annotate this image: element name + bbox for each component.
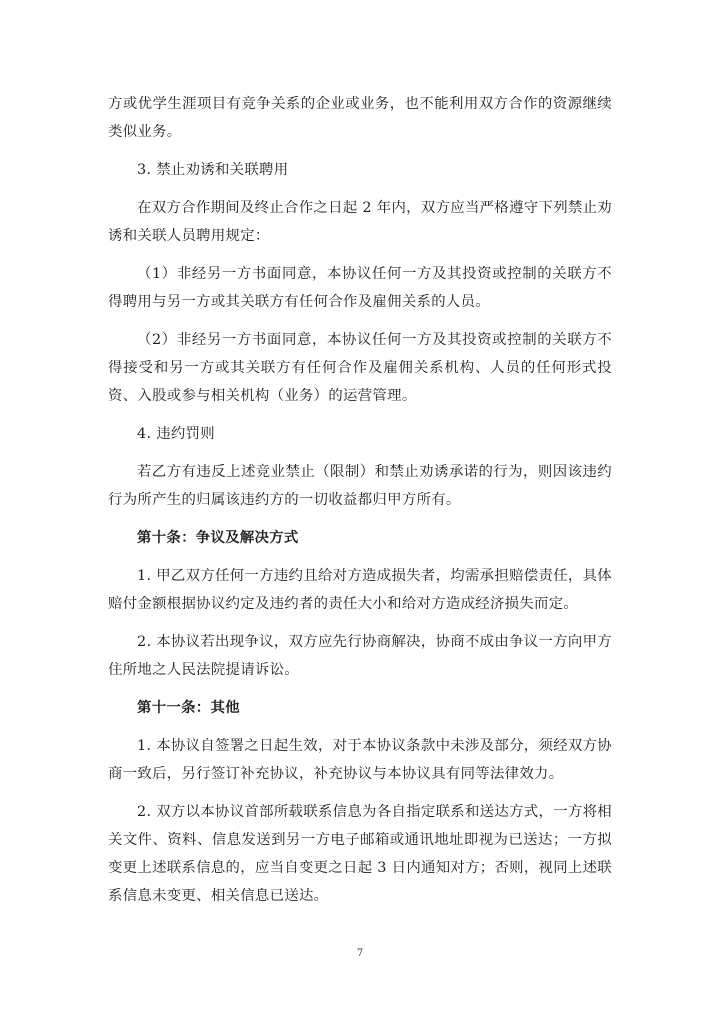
paragraph-continuation: 方或优学生涯项目有竞争关系的企业或业务，也不能利用双方合作的资源继续类似业务。 (108, 96, 612, 140)
article-10-heading: 第十条：争议及解决方式 (137, 529, 299, 546)
article-10-item-2: 2. 本协议若出现争议，双方应先行协商解决，协商不成由争议一方向甲方住所地之人民法院提请诉讼。 (108, 634, 612, 678)
document-page (108, 90, 612, 920)
article-11-item-2: 2. 双方以本协议首部所载联系信息为各自指定联系和送达方式，一方将相关文件、资料、信息发送到另一方电子邮箱或通讯地址即视为已送达；一方拟变更上述联系信息的，应当自变更之日起 3 日内通知对方；否则，视同上述联系信息未变更、相关信息已送达。 (108, 804, 612, 904)
subsection-4-title: 4. 违约罚则 (137, 426, 215, 442)
paragraph-penalty: 若乙方有违反上述竞业禁止（限制）和禁止劝诱承诺的行为，则因该违约行为所产生的归属该违约方的一切收益都归甲方所有。 (108, 464, 612, 508)
subsection-3-title: 3. 禁止劝诱和关联聘用 (137, 162, 289, 178)
paragraph-non-solicitation: 在双方合作期间及终止合作之日起 2 年内，双方应当严格遵守下列禁止劝诱和关联人员聘用规定： (108, 200, 612, 244)
article-10-item-1: 1. 甲乙双方任何一方违约且给对方造成损失者，均需承担赔偿责任，具体赔付金额根据协议约定及违约者的责任大小和给对方造成经济损失而定。 (108, 568, 612, 612)
page-number: 7 (356, 948, 364, 959)
article-11-item-1: 1. 本协议自签署之日起生效，对于本协议条款中未涉及部分，须经双方协商一致后，另行签订补充协议，补充协议与本协议具有同等法律效力。 (108, 738, 612, 782)
clause-2: （2）非经另一方书面同意，本协议任何一方及其投资或控制的关联方不得接受和另一方或其关联方有任何合作及雇佣关系机构、人员的任何形式投资、入股或参与相关机构（业务）的运营管理。 (108, 332, 612, 404)
article-11-heading: 第十一条：其他 (137, 699, 240, 716)
clause-1: （1）非经另一方书面同意，本协议任何一方及其投资或控制的关联方不得聘用与另一方或其关联方有任何合作及雇佣关系的人员。 (108, 266, 612, 310)
